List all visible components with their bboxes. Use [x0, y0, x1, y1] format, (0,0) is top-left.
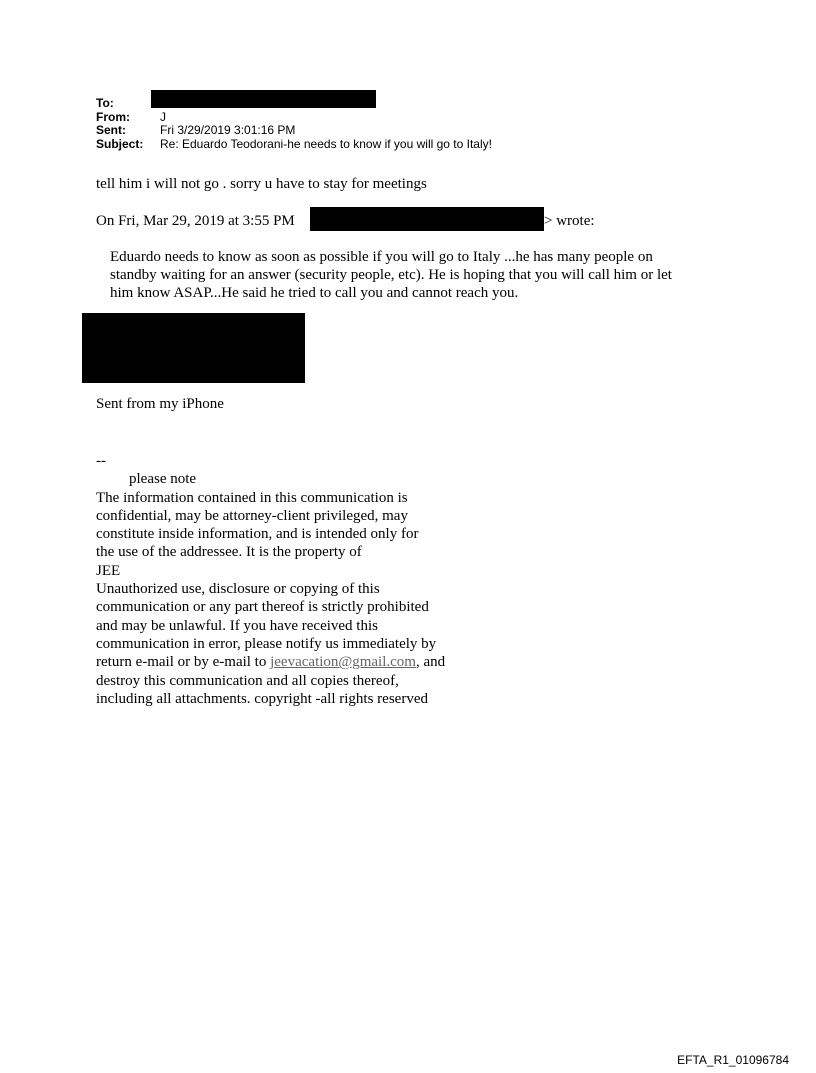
redaction-signature-block	[82, 313, 305, 383]
sent-from-line: Sent from my iPhone	[96, 396, 224, 412]
from-label: From:	[96, 109, 130, 124]
quote-intro-suffix: > wrote:	[544, 213, 595, 229]
disclaimer-line: constitute inside information, and is intended only for	[96, 526, 419, 543]
disclaimer-return-line	[96, 653, 516, 671]
redaction-quote-sender	[310, 207, 544, 231]
disclaimer-line: and may be unlawful. If you have received this	[96, 617, 378, 634]
quoted-message	[110, 248, 730, 302]
quoted-line: Eduardo needs to know as soon as possible if you will go to Italy ...he has many people on	[110, 249, 653, 265]
subject-value: Re: Eduardo Teodorani-he needs to know if you will go to Italy!	[160, 136, 492, 151]
quote-intro-prefix: On Fri, Mar 29, 2019 at 3:55 PM	[96, 213, 295, 229]
from-value: J	[160, 109, 166, 124]
quoted-line: him know ASAP...He said he tried to call you and cannot reach you.	[110, 285, 519, 301]
signature-separator: --	[96, 453, 106, 469]
email-link[interactable]: jeevacation@gmail.com	[270, 654, 416, 671]
disclaimer-line: The information contained in this communication is	[96, 489, 408, 506]
quoted-line: standby waiting for an answer (security people, etc). He is hoping that you will call him or let	[110, 267, 672, 283]
subject-label: Subject:	[96, 136, 144, 151]
to-label: To:	[96, 96, 114, 110]
disclaimer-line: JEE	[96, 562, 121, 579]
disclaimer-line: including all attachments. copyright -all rights reserved	[96, 690, 428, 707]
document-id: EFTA_R1_01096784	[677, 1053, 789, 1067]
disclaimer-line: Unauthorized use, disclosure or copying of this	[96, 581, 380, 598]
please-note: please note	[129, 471, 197, 488]
signature-disclaimer	[96, 452, 516, 708]
redaction-to-address	[151, 90, 376, 108]
reply-text: tell him i will not go . sorry u have to stay for meetings	[96, 176, 427, 192]
return-suffix: , and	[415, 654, 446, 671]
return-prefix: return e-mail or by e-mail to	[96, 654, 271, 671]
disclaimer-line: communication or any part thereof is strictly prohibited	[96, 599, 429, 616]
sent-value: Fri 3/29/2019 3:01:16 PM	[160, 123, 296, 137]
disclaimer-line: confidential, may be attorney-client privileged, may	[96, 507, 408, 524]
disclaimer-line: destroy this communication and all copies thereof,	[96, 672, 399, 689]
disclaimer-line: the use of the addressee. It is the property of	[96, 544, 362, 561]
sent-label: Sent:	[96, 123, 126, 137]
disclaimer-line: communication in error, please notify us immediately by	[96, 635, 437, 652]
